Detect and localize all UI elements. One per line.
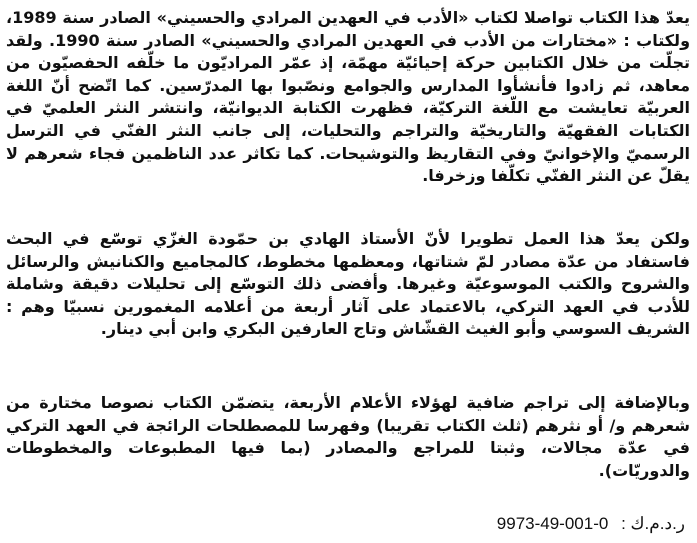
paragraph-development: ولكن يعدّ هذا العمل تطويرا لأنّ الأستاذ الهادي بن حمّودة الغزّي توسّع في البحث فاستفاد من عدّة مصادر لمّ شتاتها، ومعظمها مخطوط، كالمجاميع والكنانيش والرسائل والشروح والكتب الموسوعيّة وغيرها. وأفضى ذلك التوسّع إلى تحليلات دقيقة وشاملة للأدب في العهد التركي، بالاعتماد على آثار أربعة من أعلامه المغمورين نسبيّا وهم : الشريف السوسي وأبو الغيث القشّاش وتاج العارفين البكري وابن أبي دينار. [6, 229, 690, 339]
isbn-label: ر.د.م.ك : [621, 514, 685, 533]
paragraph-intro: يعدّ هذا الكتاب تواصلا لكتاب «الأدب في العهدين المرادي والحسيني» الصادر سنة 1989، ولكتاب : «مختارات من الأدب في العهدين المرادي والحسيني» الصادر سنة 1990. ولقد تجلّت من خلال الكتابين حركة إحيائيّة مهمّة، إذ عمّر المراديّون ما خلّفه الحفصيّون من معاهد، ثم زادوا فأنشأوا المدارس والجوامع ونصّبوا بها المدرّسين. كما اتّضح أنّ اللغة العربيّة تعايشت مع اللّغة التركيّة، فظهرت الكتابة الديوانيّة، وانتشر النثر العلميّ في الكتابات الفقهيّة والتاريخيّة والتراجم والتحليات، إلى جانب النثر الفنّي في الترسل الرسميّ والإخوانيّ وفي التقاريظ والتوشيحات. كما تكاثر عدد الناظمين فجاء شعرهم لا يقلّ عن النثر الفنّي تكلّفا وزخرفا. [6, 8, 691, 186]
paragraph-contents: وبالإضافة إلى تراجم ضافية لهؤلاء الأعلام الأربعة، يتضمّن الكتاب نصوصا مختارة من شعرهم و/ أو نثرهم (ثلث الكتاب تقريبا) وفهرسا للمصطلحات الرائجة في العهد التركي في عدّة مجالات، وثبتا للمراجع والمصادر (بما فيها المطبوعات والمخطوطات والدوريّات). [6, 393, 690, 480]
isbn-line [497, 514, 685, 534]
isbn-number: 9973-49-001-0 [496, 514, 609, 533]
